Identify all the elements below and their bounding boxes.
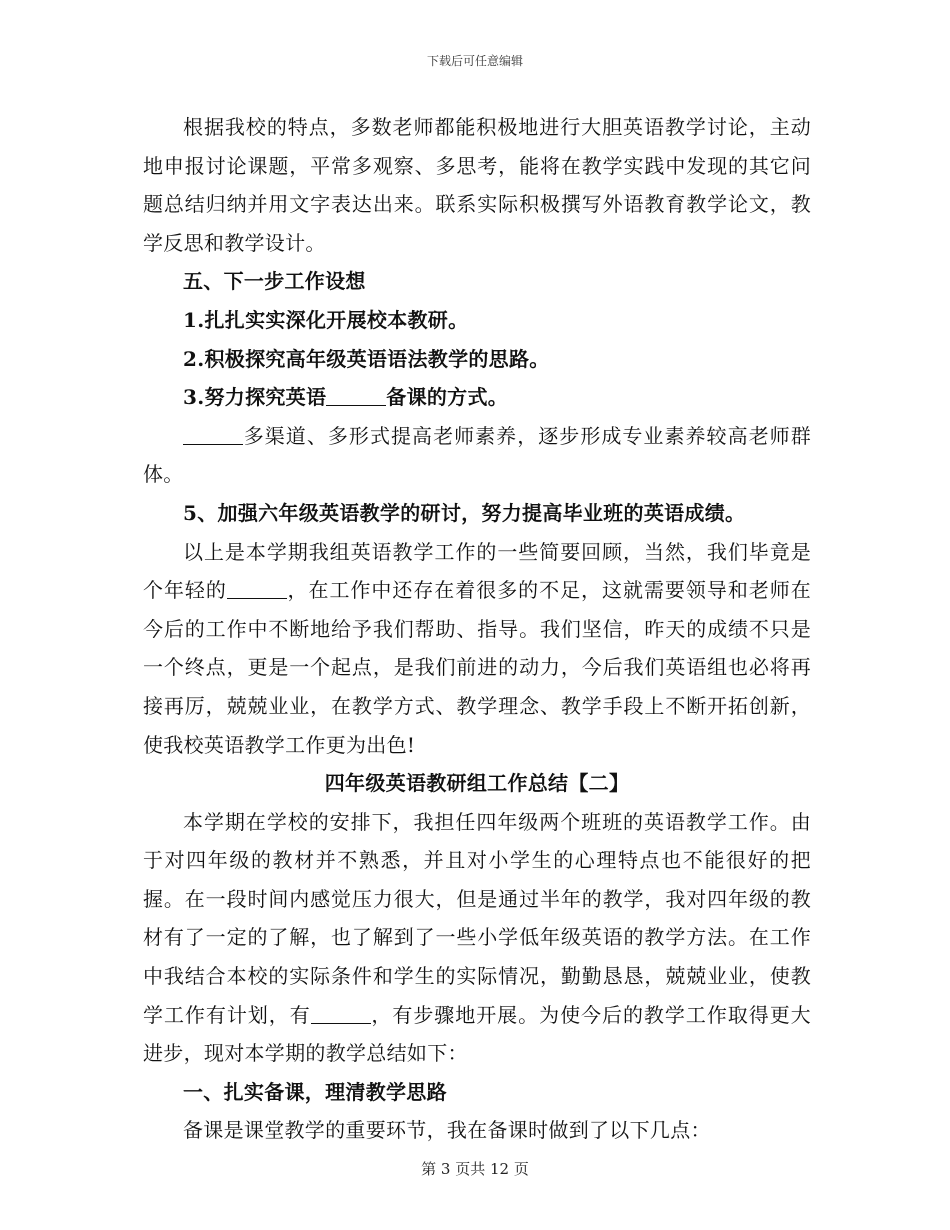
intro-two-text-a: 本学期在学校的安排下，我担任四年级两个班班的英语教学工作。由于对四年级的教材并不熟悉，并且对小学生的心理特点也不能很好的把握。在一段时间内感觉压力很大，但是通过半年的教学，我对四年级的教材有了一定的了解，也了解到了一些小学低年级英语的教学方法。在工作中我结合本校的实际条件和学生的实际情况，勤勤恳恳，兢兢业业，使教学工作有计划，有 (143, 809, 811, 1027)
section-heading-lesson-prep: 一、扎实备课，理清教学思路 (183, 1079, 447, 1104)
list-item-1: 1.扎扎实实深化开展校本教研。 (183, 307, 469, 332)
list-item-3-text-a: 3.努力探究英语 (183, 385, 327, 410)
intro-two-text-b: ，有步骤地开展。为使今后的教学工作取得更大进步，现对本学期的教学总结如下： (143, 1002, 811, 1066)
document-body (143, 108, 811, 1150)
paragraph-summary (143, 533, 811, 765)
blank-underline (326, 385, 386, 406)
list-item-4-text: 多渠道、多形式提高老师素养，逐步形成专业素养较高老师群体。 (143, 423, 811, 487)
summary-text-a: 以上是本学期我组英语教学工作的一些简要回顾，当然，我们毕竟是个年轻的 (143, 539, 811, 603)
summary-text-b: ，在工作中还存在着很多的不足，这就需要领导和老师在今后的工作中不断地给予我们帮助、指导。我们坚信，昨天的成绩不只是一个终点，更是一个起点，是我们前进的动力，今后我们英语组也必将再接再厉，兢兢业业，在教学方式、教学理念、教学手段上不断开拓创新，使我校英语教学工作更为出色! (143, 578, 812, 757)
paragraph-intro-two (143, 803, 811, 1073)
list-item-3 (143, 378, 811, 417)
page-footer: 第 3 页共 12 页 (421, 1160, 529, 1178)
page-header: 下载后可任意编辑 (426, 54, 523, 68)
section-heading-next-steps: 五、下一步工作设想 (183, 269, 366, 294)
list-item-3-text-b: 备课的方式。 (386, 385, 509, 410)
list-item-2: 2.积极探究高年级英语语法教学的思路。 (183, 346, 550, 371)
list-item-4 (143, 417, 811, 494)
blank-underline (227, 578, 287, 599)
paragraph-lesson-prep: 备课是课堂教学的重要环节，我在备课时做到了以下几点： (183, 1118, 711, 1143)
list-item-5: 5、加强六年级英语教学的研讨，努力提高毕业班的英语成绩。 (183, 500, 746, 525)
section-title-two: 四年级英语教研组工作总结【二】 (324, 771, 630, 796)
blank-underline (183, 424, 243, 445)
paragraph-research: 根据我校的特点，多数老师都能积极地进行大胆英语教学讨论，主动地申报讨论课题，平常多观察、多思考，能将在教学实践中发现的其它问题总结归纳并用文字表达出来。联系实际积极撰写外语教育教学论文，教学反思和教学设计。 (143, 115, 811, 255)
blank-underline (311, 1003, 371, 1024)
